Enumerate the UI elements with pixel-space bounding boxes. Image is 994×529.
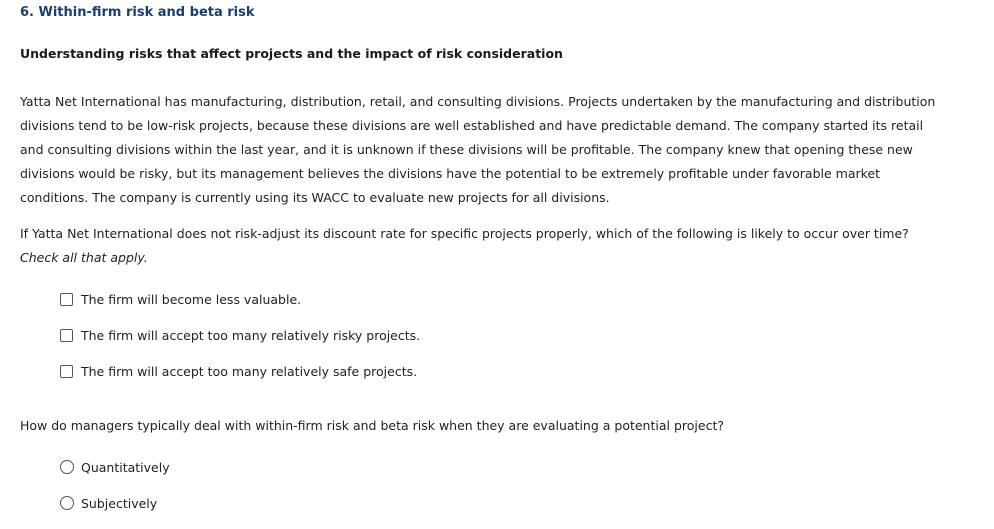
- option-label: The firm will become less valuable.: [81, 291, 302, 307]
- option-less-valuable[interactable]: [58, 289, 301, 309]
- option-too-many-risky[interactable]: [58, 325, 420, 345]
- radio-button[interactable]: [60, 496, 74, 510]
- instruction-text: Check all that apply.: [20, 250, 148, 265]
- radio-label: Quantitatively: [81, 459, 170, 475]
- radio-option-subjectively[interactable]: [58, 493, 157, 513]
- option-too-many-safe[interactable]: [58, 361, 417, 381]
- checkbox[interactable]: [60, 293, 73, 306]
- question-prompt-1: [20, 222, 940, 270]
- intro-paragraph: Yatta Net International has manufacturing, distribution, retail, and consulting divisions. Projects undertaken by the manufacturing and distribution divisions tend to be low-risk projects, because these divisions are well established and have predictable demand. The company started its retail and consulting divisions within the last year, and it is unknown if these divisions will be profitable. The company knew that opening these new divisions would be risky, but its management believes the divisions have the potential to be extremely profitable under favorable market conditions. The company is currently using its WACC to evaluate new projects for all divisions.: [20, 94, 936, 205]
- question-prompt-2: How do managers typically deal with within-firm risk and beta risk when they are evaluating a potential project?: [20, 418, 724, 433]
- question-prompt-1-text: If Yatta Net International does not risk-adjust its discount rate for specific projects properly, which of the following is likely to occur over time?: [20, 226, 909, 241]
- checkbox[interactable]: [60, 365, 73, 378]
- option-label: The firm will accept too many relatively safe projects.: [81, 363, 418, 379]
- radio-button[interactable]: [60, 460, 74, 474]
- question-title: 6. Within-firm risk and beta risk: [20, 5, 255, 20]
- radio-option-quantitatively[interactable]: [58, 457, 170, 477]
- section-subtitle: Understanding risks that affect projects and the impact of risk consideration: [20, 46, 563, 61]
- radio-label: Subjectively: [81, 495, 158, 511]
- option-label: The firm will accept too many relatively risky projects.: [81, 327, 421, 343]
- checkbox[interactable]: [60, 329, 73, 342]
